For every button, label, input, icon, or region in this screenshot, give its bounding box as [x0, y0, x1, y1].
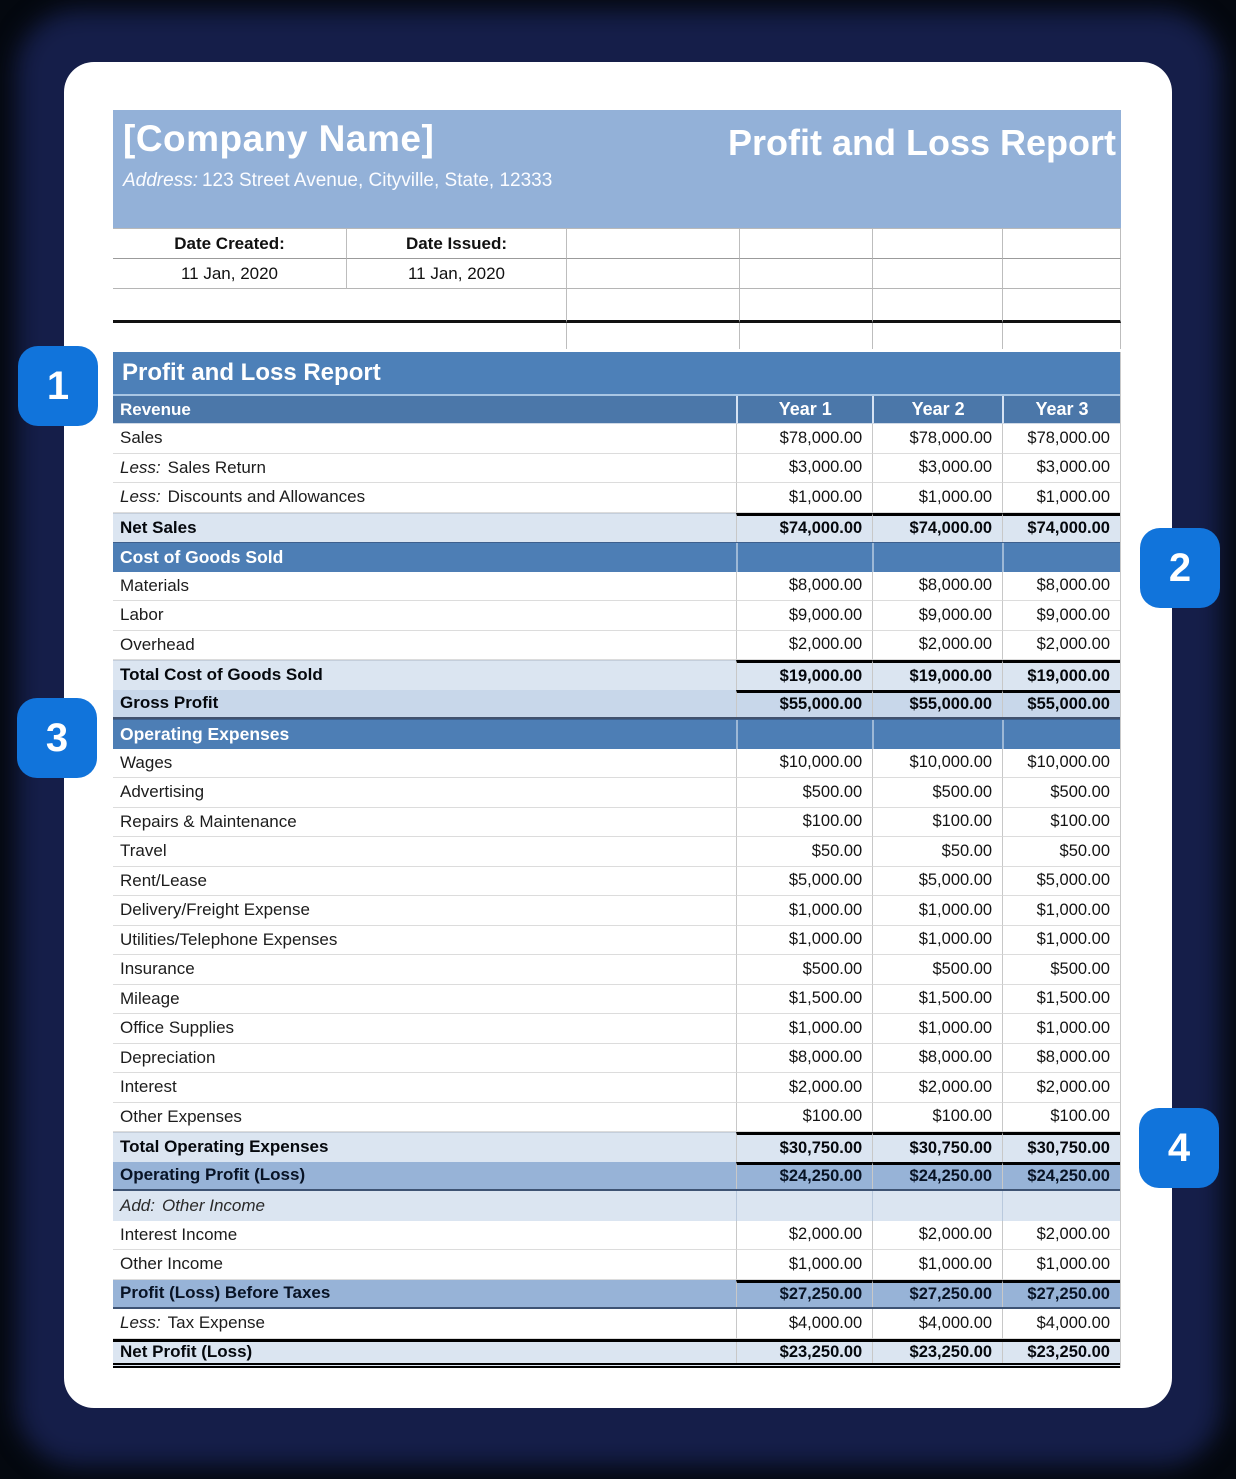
- row-value: $500.00: [872, 778, 1002, 808]
- row-value: $55,000.00: [736, 690, 872, 718]
- row-value: $3,000.00: [1002, 454, 1120, 484]
- row-value: $23,250.00: [872, 1342, 1002, 1364]
- row-label: Operating Profit (Loss): [120, 1165, 306, 1185]
- address-line: [123, 170, 552, 192]
- row-value: $1,000.00: [872, 483, 1002, 513]
- callout-badge-4: 4: [1139, 1108, 1219, 1188]
- row-value: $27,250.00: [872, 1280, 1002, 1308]
- date-created-value: 11 Jan, 2020: [113, 259, 347, 289]
- row-value: $2,000.00: [872, 631, 1002, 661]
- row-label: Gross Profit: [120, 693, 219, 713]
- table-row: [113, 955, 1120, 985]
- row-value: $1,000.00: [1002, 1014, 1120, 1044]
- row-value: $30,750.00: [872, 1132, 1002, 1162]
- row-value: $27,250.00: [736, 1280, 872, 1308]
- table-row: [113, 778, 1120, 808]
- row-value: $74,000.00: [872, 513, 1002, 543]
- table-row: [113, 690, 1120, 720]
- row-value: $8,000.00: [1002, 1044, 1120, 1074]
- column-year-1: Year 1: [736, 396, 872, 423]
- row-label: Interest Income: [113, 1221, 736, 1251]
- address-label: Address:: [123, 169, 198, 191]
- row-value: $4,000.00: [736, 1309, 872, 1339]
- row-value: $1,000.00: [1002, 483, 1120, 513]
- row-value: $23,250.00: [1002, 1342, 1120, 1364]
- table-row: [113, 1162, 1120, 1192]
- row-value: $1,000.00: [736, 926, 872, 956]
- row-value: $2,000.00: [872, 1073, 1002, 1103]
- table-row: [113, 513, 1120, 543]
- row-value: $24,250.00: [736, 1162, 872, 1190]
- row-value: $100.00: [1002, 1103, 1120, 1133]
- row-value: $500.00: [1002, 778, 1120, 808]
- row-value: $100.00: [736, 1103, 872, 1133]
- row-label: Labor: [113, 601, 736, 631]
- row-value: [736, 720, 872, 749]
- address-value: 123 Street Avenue, Cityville, State, 12333: [201, 169, 553, 191]
- row-value: $9,000.00: [872, 601, 1002, 631]
- table-row: [113, 660, 1120, 690]
- callout-badge-3: 3: [17, 698, 97, 778]
- row-label: Travel: [113, 837, 736, 867]
- row-label: Mileage: [113, 985, 736, 1015]
- row-value: $4,000.00: [872, 1309, 1002, 1339]
- callout-badge-2: 2: [1140, 528, 1220, 608]
- table-row: [113, 867, 1120, 897]
- table-row: [113, 542, 1120, 572]
- row-value: $1,000.00: [872, 1014, 1002, 1044]
- row-label: Delivery/Freight Expense: [113, 896, 736, 926]
- row-value: $50.00: [872, 837, 1002, 867]
- table-row: [113, 1221, 1120, 1251]
- row-label: Repairs & Maintenance: [113, 808, 736, 838]
- row-value: $1,500.00: [736, 985, 872, 1015]
- row-value: $8,000.00: [872, 1044, 1002, 1074]
- row-value: $100.00: [1002, 808, 1120, 838]
- table-row: [113, 1250, 1120, 1280]
- row-label: Net Profit (Loss): [120, 1342, 253, 1362]
- report-title: Profit and Loss Report: [727, 122, 1116, 163]
- row-value: [1002, 720, 1120, 749]
- row-value: $78,000.00: [736, 424, 872, 454]
- table-row: [113, 1191, 1120, 1221]
- row-label: Add: Other Income: [120, 1195, 265, 1215]
- row-value: $10,000.00: [1002, 749, 1120, 779]
- table-row: [113, 837, 1120, 867]
- row-value: $500.00: [1002, 955, 1120, 985]
- row-value: $1,000.00: [736, 483, 872, 513]
- row-label: Total Cost of Goods Sold: [113, 660, 736, 690]
- row-value: $5,000.00: [1002, 867, 1120, 897]
- row-value: $50.00: [736, 837, 872, 867]
- row-value: $78,000.00: [872, 424, 1002, 454]
- row-label: Depreciation: [113, 1044, 736, 1074]
- table-row: [113, 1280, 1120, 1310]
- row-value: [736, 1191, 872, 1221]
- report-header-banner: [113, 110, 1121, 228]
- row-value: $24,250.00: [872, 1162, 1002, 1190]
- report-card: [64, 62, 1172, 1408]
- row-value: $1,000.00: [1002, 896, 1120, 926]
- table-row: [113, 896, 1120, 926]
- row-value: $8,000.00: [872, 572, 1002, 602]
- table-row: [113, 601, 1120, 631]
- row-value: $1,000.00: [736, 1250, 872, 1280]
- row-value: $5,000.00: [736, 867, 872, 897]
- row-value: $500.00: [736, 778, 872, 808]
- row-value: $3,000.00: [736, 454, 872, 484]
- row-label-prefix: Less:: [120, 1313, 161, 1333]
- column-year-2: Year 2: [872, 396, 1002, 423]
- row-label: Less: Tax Expense: [113, 1309, 736, 1339]
- row-label-prefix: Less:: [120, 487, 161, 507]
- row-value: $78,000.00: [1002, 424, 1120, 454]
- table-row: [113, 808, 1120, 838]
- row-value: $9,000.00: [736, 601, 872, 631]
- row-value: $2,000.00: [872, 1221, 1002, 1251]
- row-label: Rent/Lease: [113, 867, 736, 897]
- spreadsheet: [113, 110, 1121, 1368]
- row-value: $55,000.00: [1002, 690, 1120, 718]
- row-label: Overhead: [113, 631, 736, 661]
- table-row: [113, 926, 1120, 956]
- row-value: $1,000.00: [872, 926, 1002, 956]
- date-issued-label: Date Issued:: [347, 229, 567, 259]
- row-value: [1002, 543, 1120, 572]
- row-label: Sales: [113, 424, 736, 454]
- row-value: [872, 720, 1002, 749]
- row-value: $1,000.00: [1002, 926, 1120, 956]
- table-row: [113, 1073, 1120, 1103]
- row-value: [736, 543, 872, 572]
- row-value: $1,500.00: [872, 985, 1002, 1015]
- row-label: Advertising: [113, 778, 736, 808]
- row-value: $1,000.00: [736, 1014, 872, 1044]
- row-label: Profit (Loss) Before Taxes: [120, 1283, 331, 1303]
- row-label: Wages: [113, 749, 736, 779]
- row-value: $27,250.00: [1002, 1280, 1120, 1308]
- callout-badge-1: 1: [18, 346, 98, 426]
- row-value: $30,750.00: [1002, 1132, 1120, 1162]
- row-value: $19,000.00: [736, 660, 872, 690]
- table-title: Profit and Loss Report: [113, 352, 1120, 396]
- table-row: [113, 1132, 1120, 1162]
- table-row: [113, 1014, 1120, 1044]
- row-label-prefix: Less:: [120, 457, 161, 477]
- row-value: $8,000.00: [1002, 572, 1120, 602]
- row-value: $10,000.00: [736, 749, 872, 779]
- row-value: $74,000.00: [736, 513, 872, 543]
- row-value: $2,000.00: [1002, 1073, 1120, 1103]
- row-value: $100.00: [872, 1103, 1002, 1133]
- row-value: $9,000.00: [1002, 601, 1120, 631]
- column-year-3: Year 3: [1002, 396, 1120, 423]
- row-label: Other Income: [113, 1250, 736, 1280]
- column-header-row: [113, 396, 1120, 424]
- row-value: $23,250.00: [736, 1342, 872, 1364]
- row-label: Office Supplies: [113, 1014, 736, 1044]
- row-value: [872, 1191, 1002, 1221]
- table-row: [113, 424, 1120, 454]
- table-row: [113, 719, 1120, 749]
- table-row: [113, 1044, 1120, 1074]
- row-value: $1,000.00: [736, 896, 872, 926]
- row-value: $100.00: [736, 808, 872, 838]
- row-value: $50.00: [1002, 837, 1120, 867]
- table-row: [113, 631, 1120, 661]
- row-value: $5,000.00: [872, 867, 1002, 897]
- row-label: Less: Sales Return: [113, 454, 736, 484]
- row-value: $8,000.00: [736, 1044, 872, 1074]
- row-value: $30,750.00: [736, 1132, 872, 1162]
- table-row: [113, 572, 1120, 602]
- pl-table: [113, 352, 1121, 1368]
- table-row: [113, 454, 1120, 484]
- table-row: [113, 749, 1120, 779]
- date-table: [113, 228, 1121, 349]
- date-created-label: Date Created:: [113, 229, 347, 259]
- row-value: $1,500.00: [1002, 985, 1120, 1015]
- row-value: $1,000.00: [872, 896, 1002, 926]
- company-name: [Company Name]: [123, 118, 435, 159]
- row-label: Operating Expenses: [120, 723, 290, 744]
- row-label: Other Expenses: [113, 1103, 736, 1133]
- row-value: $2,000.00: [1002, 631, 1120, 661]
- row-value: [1002, 1191, 1120, 1221]
- table-row: [113, 1339, 1120, 1369]
- row-value: $1,000.00: [872, 1250, 1002, 1280]
- row-value: $4,000.00: [1002, 1309, 1120, 1339]
- row-value: $19,000.00: [872, 660, 1002, 690]
- row-value: $100.00: [872, 808, 1002, 838]
- row-label-prefix: Add:: [120, 1195, 155, 1215]
- table-row: [113, 1103, 1120, 1133]
- table-row: [113, 985, 1120, 1015]
- row-label: Utilities/Telephone Expenses: [113, 926, 736, 956]
- row-label: Materials: [113, 572, 736, 602]
- row-label: Less: Discounts and Allowances: [113, 483, 736, 513]
- row-label: Interest: [113, 1073, 736, 1103]
- row-value: $19,000.00: [1002, 660, 1120, 690]
- table-row: [113, 1309, 1120, 1339]
- date-issued-value: 11 Jan, 2020: [347, 259, 567, 289]
- row-value: $2,000.00: [1002, 1221, 1120, 1251]
- row-value: $2,000.00: [736, 1073, 872, 1103]
- row-label: Cost of Goods Sold: [120, 546, 284, 567]
- row-value: $500.00: [872, 955, 1002, 985]
- row-value: $10,000.00: [872, 749, 1002, 779]
- row-label: Total Operating Expenses: [113, 1132, 736, 1162]
- table-body: [113, 424, 1120, 1368]
- row-label: Insurance: [113, 955, 736, 985]
- row-value: $1,000.00: [1002, 1250, 1120, 1280]
- row-value: $2,000.00: [736, 631, 872, 661]
- row-value: $3,000.00: [872, 454, 1002, 484]
- row-value: [872, 543, 1002, 572]
- row-value: $24,250.00: [1002, 1162, 1120, 1190]
- row-value: $500.00: [736, 955, 872, 985]
- row-value: $74,000.00: [1002, 513, 1120, 543]
- row-value: $8,000.00: [736, 572, 872, 602]
- row-value: $55,000.00: [872, 690, 1002, 718]
- row-label: Net Sales: [113, 513, 736, 543]
- table-row: [113, 483, 1120, 513]
- row-value: $2,000.00: [736, 1221, 872, 1251]
- column-revenue: Revenue: [120, 399, 191, 419]
